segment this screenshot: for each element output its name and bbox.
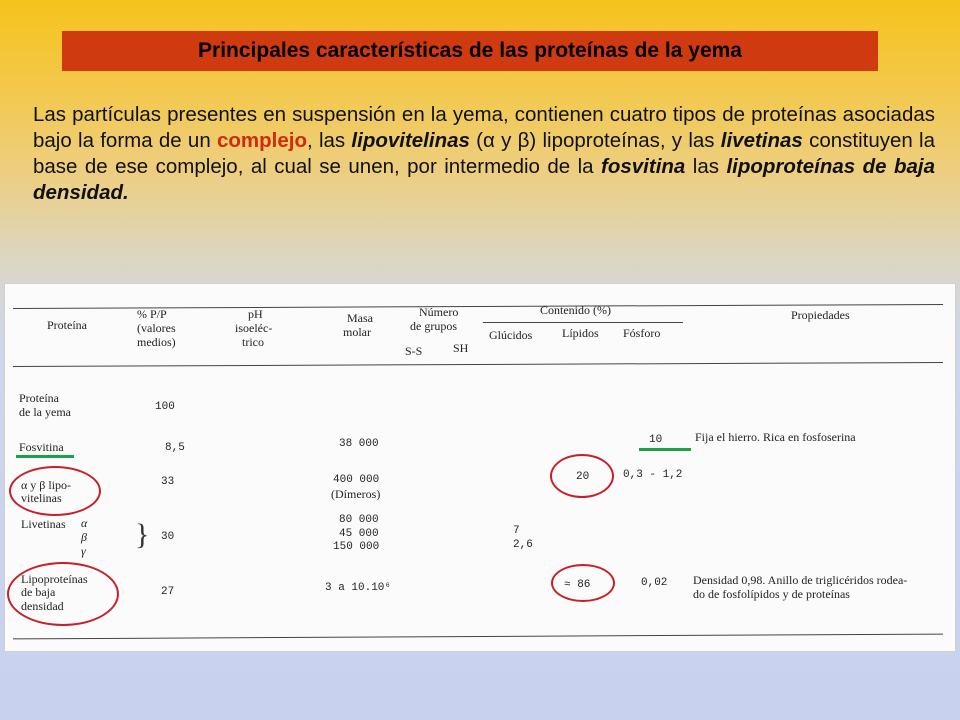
- header-glucidos: Glúcidos: [489, 328, 533, 342]
- row-livetinas-gamma: γ: [81, 544, 86, 558]
- header-masa-2: molar: [343, 325, 371, 339]
- header-fosforo: Fósforo: [623, 326, 661, 340]
- scanned-protein-table: [4, 283, 956, 652]
- intro-paragraph: [33, 102, 935, 206]
- row-lipovitelinas-fosforo: 0,3 - 1,2: [623, 469, 683, 481]
- circle-lipoproteinas: [7, 562, 119, 626]
- row-yema-name-1: Proteína: [19, 391, 59, 405]
- table-rule-header: [13, 362, 943, 367]
- livetinas-brace: }: [135, 518, 150, 551]
- header-pp-1: % P/P: [137, 307, 167, 321]
- contenido-rule: [483, 322, 683, 323]
- header-pp-3: medios): [137, 335, 176, 349]
- row-livetinas-pp: 30: [161, 531, 175, 543]
- row-fosvitina-fosforo: 10: [649, 434, 663, 446]
- paragraph-text: las: [685, 155, 727, 178]
- header-sh: SH: [453, 341, 469, 355]
- row-lipoproteinas-fosforo: 0,02: [641, 577, 668, 589]
- row-lipoproteinas-prop-1: Densidad 0,98. Anillo de triglicéridos rodea-: [693, 573, 908, 587]
- keyword-complejo: complejo: [217, 129, 307, 152]
- row-lipoproteinas-masa: 3 a 10.10⁶: [325, 582, 392, 594]
- header-propiedades: Propiedades: [791, 308, 850, 322]
- keyword-lipovitelinas: lipovitelinas: [351, 129, 470, 152]
- row-livetinas-name: Livetinas: [21, 517, 66, 531]
- paragraph-text: constituyen la base de ese complejo, al cual se unen, por intermedio de la: [33, 129, 935, 178]
- row-livetinas-alpha: α: [81, 516, 88, 530]
- row-lipovitelinas-pp: 33: [161, 476, 175, 488]
- header-lipidos: Lípidos: [562, 326, 599, 340]
- row-lipovitelinas-masa-2: (Dímeros): [331, 487, 381, 501]
- table-rule-bottom: [13, 634, 943, 640]
- row-fosvitina-prop: Fija el hierro. Rica en fosfoserina: [695, 430, 856, 444]
- row-lipovitelinas-masa-1: 400 000: [333, 474, 380, 486]
- row-lipoproteinas-name-1: Lipoproteínas: [21, 572, 88, 586]
- fosforo-underline: [639, 448, 691, 451]
- header-pp-2: (valores: [137, 321, 176, 335]
- row-yema-name-2: de la yema: [19, 405, 71, 419]
- row-livetinas-beta: β: [81, 530, 87, 544]
- circle-lipidos-20: [550, 454, 614, 498]
- keyword-fosvitina: fosvitina: [601, 155, 686, 178]
- paragraph-text: Las partículas presentes en suspensión en la yema, contienen cuatro tipos de proteínas asociadas bajo la forma de un: [33, 103, 935, 152]
- row-fosvitina-masa: 38 000: [339, 438, 379, 450]
- row-livetinas-masa-1: 80 000: [339, 514, 379, 526]
- paragraph-text: (α y β) lipoproteínas, y las: [469, 129, 721, 152]
- circle-lipidos-86: [551, 564, 615, 602]
- row-lipoproteinas-lipidos: ≈ 86: [564, 579, 591, 591]
- header-ph-3: trico: [242, 335, 264, 349]
- header-masa-1: Masa: [347, 311, 373, 325]
- row-livetinas-glucidos-2: 2,6: [513, 539, 533, 551]
- circle-lipovitelinas: [9, 466, 101, 516]
- fosvitina-underline: [16, 455, 74, 458]
- header-proteina: Proteína: [47, 318, 87, 332]
- row-fosvitina-pp: 8,5: [165, 442, 185, 454]
- row-livetinas-masa-3: 150 000: [333, 541, 380, 553]
- row-lipoproteinas-prop-2: do de fosfolípidos y de proteínas: [693, 587, 850, 601]
- header-numero-1: Número: [419, 305, 459, 319]
- row-lipoproteinas-name-2: de baja: [21, 585, 56, 599]
- row-lipoproteinas-name-3: densidad: [21, 599, 64, 613]
- row-lipovitelinas-name-2: vitelinas: [21, 491, 62, 505]
- row-lipoproteinas-pp: 27: [161, 586, 175, 598]
- row-lipovitelinas-name-1: α y β lipo-: [21, 478, 72, 492]
- row-livetinas-masa-2: 45 000: [339, 528, 379, 540]
- paragraph-text: , las: [307, 129, 352, 152]
- header-ss: S-S: [405, 344, 423, 358]
- header-ph-1: pH: [248, 307, 263, 321]
- row-fosvitina-name: Fosvitina: [19, 440, 64, 454]
- row-yema-pp: 100: [155, 401, 175, 413]
- slide-title: Principales características de las proteínas de la yema: [62, 31, 878, 71]
- keyword-livetinas: livetinas: [720, 129, 803, 152]
- header-numero-2: de grupos: [410, 319, 457, 333]
- header-contenido: Contenido (%): [540, 303, 611, 317]
- header-ph-2: isoeléc-: [235, 321, 273, 335]
- keyword-lipoproteinas: lipoproteínas de baja densidad.: [33, 155, 935, 204]
- row-livetinas-glucidos-1: 7: [513, 525, 520, 537]
- row-lipovitelinas-lipidos: 20: [576, 471, 590, 483]
